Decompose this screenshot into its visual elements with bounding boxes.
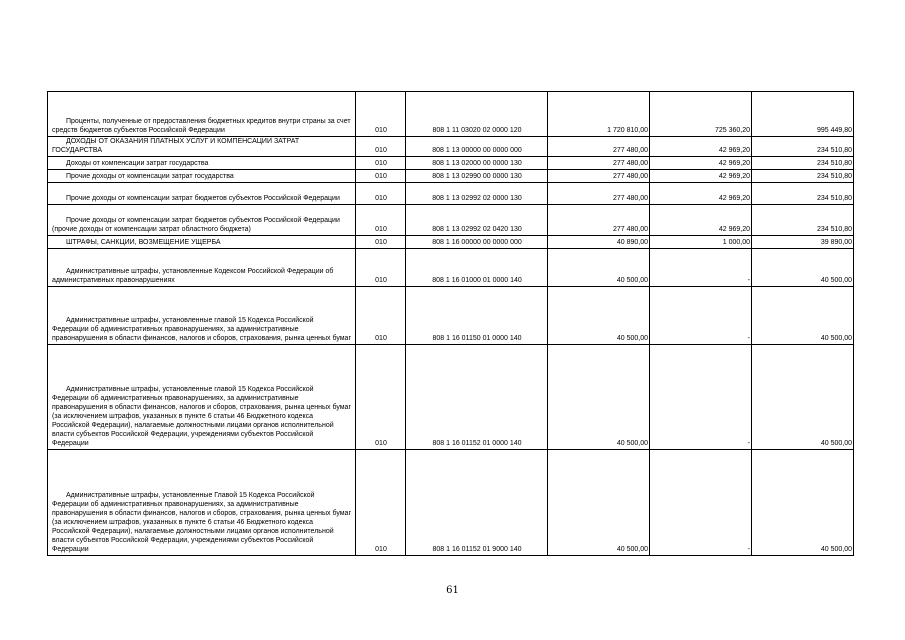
revenue-name-text: Административные штрафы, установленные Главой 15 Кодекса Российской Федерации об административных правонарушениях, за административные правонарушения в области финансов, налогов и сборов, страхования, рынка ценных бумаг (за исключением штрафов, указанных в пункте 6 статьи 46 Бюджетного кодекса Российской Федерации), налагаемые должностными лицами органов исполнительной власти субъектов Российской Федерации, учреждениями субъектов Российской Федерации bbox=[52, 491, 351, 554]
revenue-name-cell bbox=[48, 205, 356, 236]
approved-amount-cell: 1 720 810,00 bbox=[548, 92, 650, 137]
line-code-cell: 010 bbox=[356, 183, 406, 205]
executed-amount-cell: - bbox=[650, 450, 752, 556]
approved-amount-cell: 40 500,00 bbox=[548, 450, 650, 556]
revenue-name-cell bbox=[48, 170, 356, 183]
revenue-name-text: Прочие доходы от компенсации затрат бюджетов субъектов Российской Федерации bbox=[66, 195, 340, 203]
executed-amount-cell: 42 969,20 bbox=[650, 137, 752, 157]
table-row bbox=[48, 183, 854, 205]
budget-classification-code-cell: 808 1 13 02990 00 0000 130 bbox=[406, 170, 548, 183]
line-code-cell: 010 bbox=[356, 450, 406, 556]
unexecuted-amount-cell: 234 510,80 bbox=[752, 137, 854, 157]
revenue-name-text: Административные штрафы, установленные Кодексом Российской Федерации об административных правонарушениях bbox=[52, 268, 334, 285]
line-code-cell: 010 bbox=[356, 345, 406, 450]
budget-classification-code-cell: 808 1 13 02992 02 0420 130 bbox=[406, 205, 548, 236]
budget-classification-code-cell: 808 1 16 01150 01 0000 140 bbox=[406, 287, 548, 345]
table-row bbox=[48, 170, 854, 183]
executed-amount-cell: 42 969,20 bbox=[650, 157, 752, 170]
approved-amount-cell: 277 480,00 bbox=[548, 137, 650, 157]
executed-amount-cell: - bbox=[650, 287, 752, 345]
unexecuted-amount-cell: 40 500,00 bbox=[752, 287, 854, 345]
revenue-name-text: Прочие доходы от компенсации затрат государства bbox=[66, 173, 234, 181]
executed-amount-cell: 42 969,20 bbox=[650, 205, 752, 236]
revenue-name-cell bbox=[48, 137, 356, 157]
table-row bbox=[48, 92, 854, 137]
budget-classification-code-cell: 808 1 13 00000 00 0000 000 bbox=[406, 137, 548, 157]
table-row bbox=[48, 450, 854, 556]
revenue-name-cell bbox=[48, 183, 356, 205]
budget-classification-code-cell: 808 1 16 01152 01 0000 140 bbox=[406, 345, 548, 450]
approved-amount-cell: 40 500,00 bbox=[548, 249, 650, 287]
executed-amount-cell: 725 360,20 bbox=[650, 92, 752, 137]
budget-classification-code-cell: 808 1 11 03020 02 0000 120 bbox=[406, 92, 548, 137]
budget-classification-code-cell: 808 1 16 01152 01 9000 140 bbox=[406, 450, 548, 556]
line-code-cell: 010 bbox=[356, 205, 406, 236]
revenue-name-text: Административные штрафы, установленные главой 15 Кодекса Российской Федерации об административных правонарушениях, за административные правонарушения в области финансов, налогов и сборов, страхования, рынка ценных бумаг bbox=[52, 316, 351, 343]
unexecuted-amount-cell: 995 449,80 bbox=[752, 92, 854, 137]
page-number: 61 bbox=[446, 585, 459, 596]
revenue-name-cell bbox=[48, 157, 356, 170]
approved-amount-cell: 277 480,00 bbox=[548, 170, 650, 183]
revenue-report-table bbox=[47, 91, 854, 556]
line-code-cell: 010 bbox=[356, 236, 406, 249]
line-code-cell: 010 bbox=[356, 137, 406, 157]
approved-amount-cell: 277 480,00 bbox=[548, 157, 650, 170]
budget-classification-code-cell: 808 1 16 01000 01 0000 140 bbox=[406, 249, 548, 287]
executed-amount-cell: 42 969,20 bbox=[650, 183, 752, 205]
table-row bbox=[48, 345, 854, 450]
table-row bbox=[48, 287, 854, 345]
revenue-name-text: Прочие доходы от компенсации затрат бюджетов субъектов Российской Федерации (прочие доходы от компенсации затрат областного бюджета) bbox=[52, 217, 340, 234]
approved-amount-cell: 277 480,00 bbox=[548, 183, 650, 205]
budget-classification-code-cell: 808 1 13 02992 02 0000 130 bbox=[406, 183, 548, 205]
revenue-name-cell bbox=[48, 450, 356, 556]
table-row bbox=[48, 236, 854, 249]
revenue-name-text: ШТРАФЫ, САНКЦИИ, ВОЗМЕЩЕНИЕ УЩЕРБА bbox=[66, 239, 221, 247]
approved-amount-cell: 40 890,00 bbox=[548, 236, 650, 249]
table-row bbox=[48, 157, 854, 170]
revenue-name-cell bbox=[48, 287, 356, 345]
unexecuted-amount-cell: 234 510,80 bbox=[752, 205, 854, 236]
executed-amount-cell: - bbox=[650, 345, 752, 450]
executed-amount-cell: - bbox=[650, 249, 752, 287]
approved-amount-cell: 277 480,00 bbox=[548, 205, 650, 236]
line-code-cell: 010 bbox=[356, 249, 406, 287]
approved-amount-cell: 40 500,00 bbox=[548, 287, 650, 345]
table-row bbox=[48, 249, 854, 287]
revenue-name-cell bbox=[48, 345, 356, 450]
approved-amount-cell: 40 500,00 bbox=[548, 345, 650, 450]
revenue-name-text: Административные штрафы, установленные главой 15 Кодекса Российской Федерации об административных правонарушениях, за административные правонарушения в области финансов, налогов и сборов, страхования, рынка ценных бумаг (за исключением штрафов, указанных в пункте 6 статьи 46 Бюджетного кодекса Российской Федерации), налагаемые должностными лицами органов исполнительной власти субъектов Российской Федерации, учреждениями субъектов Российской Федерации bbox=[52, 385, 351, 448]
budget-classification-code-cell: 808 1 13 02000 00 0000 130 bbox=[406, 157, 548, 170]
revenue-name-text: ДОХОДЫ ОТ ОКАЗАНИЯ ПЛАТНЫХ УСЛУГ И КОМПЕНСАЦИИ ЗАТРАТ ГОСУДАРСТВА bbox=[52, 138, 300, 155]
revenue-name-cell bbox=[48, 236, 356, 249]
line-code-cell: 010 bbox=[356, 170, 406, 183]
revenue-name-text: Доходы от компенсации затрат государства bbox=[66, 160, 209, 168]
unexecuted-amount-cell: 234 510,80 bbox=[752, 183, 854, 205]
revenue-report-body bbox=[48, 92, 854, 556]
budget-classification-code-cell: 808 1 16 00000 00 0000 000 bbox=[406, 236, 548, 249]
table-row bbox=[48, 205, 854, 236]
unexecuted-amount-cell: 234 510,80 bbox=[752, 157, 854, 170]
line-code-cell: 010 bbox=[356, 157, 406, 170]
revenue-name-cell bbox=[48, 249, 356, 287]
line-code-cell: 010 bbox=[356, 287, 406, 345]
unexecuted-amount-cell: 40 500,00 bbox=[752, 450, 854, 556]
line-code-cell: 010 bbox=[356, 92, 406, 137]
unexecuted-amount-cell: 40 500,00 bbox=[752, 249, 854, 287]
revenue-name-cell bbox=[48, 92, 356, 137]
unexecuted-amount-cell: 39 890,00 bbox=[752, 236, 854, 249]
revenue-name-text: Проценты, полученные от предоставления бюджетных кредитов внутри страны за счет средств бюджетов субъектов Российской Федерации bbox=[52, 117, 351, 134]
executed-amount-cell: 42 969,20 bbox=[650, 170, 752, 183]
unexecuted-amount-cell: 40 500,00 bbox=[752, 345, 854, 450]
unexecuted-amount-cell: 234 510,80 bbox=[752, 170, 854, 183]
table-row bbox=[48, 137, 854, 157]
executed-amount-cell: 1 000,00 bbox=[650, 236, 752, 249]
